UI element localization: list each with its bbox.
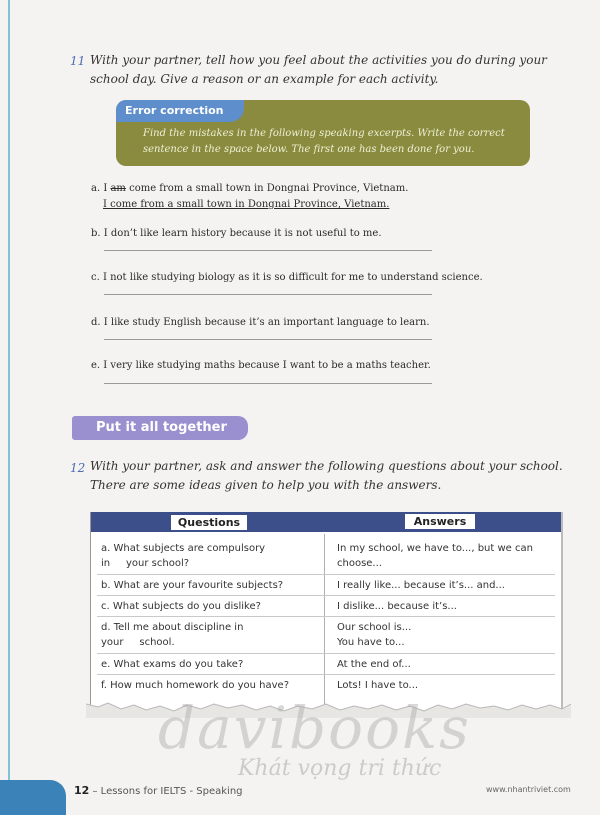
questions-answers-table (90, 512, 561, 712)
question-11-number: 11 (70, 54, 86, 68)
question-12-number: 12 (70, 461, 86, 475)
excerpt-letter: a. (91, 183, 101, 194)
book-title: – Lessons for IELTS - Speaking (89, 786, 243, 797)
answer-line-e[interactable] (104, 383, 432, 384)
publisher-website: www.nhantriviet.com (486, 785, 571, 794)
watermark-brand: davibooks (158, 694, 471, 762)
excerpt-a (91, 181, 451, 197)
excerpt-letter: b. (91, 228, 101, 239)
answer-cell: Our school is... You have to... (337, 622, 412, 648)
excerpt-e (91, 358, 451, 374)
question-cell: c. What subjects do you dislike? (101, 601, 261, 612)
table-header (91, 512, 561, 532)
struck-word: am (110, 183, 126, 194)
excerpt-letter: c. (91, 272, 100, 283)
answer-line-b[interactable] (104, 250, 432, 251)
answer-cell: In my school, we have to..., but we can choose... (337, 543, 533, 569)
answer-cell: I really like... because it’s... and... (337, 580, 505, 591)
question-cell: b. What are your favourite subjects? (101, 580, 284, 591)
excerpt-text-pre: I (103, 183, 111, 194)
questions-header: Questions (171, 515, 247, 530)
page-number: 12 (74, 784, 90, 797)
question-cell: f. How much homework do you have? (101, 680, 290, 691)
excerpt-text: I very like studying maths because I want to be a maths teacher. (103, 360, 431, 371)
answers-header: Answers (405, 514, 475, 529)
excerpt-b (91, 226, 451, 242)
page-margin-rule (8, 0, 10, 815)
error-correction-title: Error correction (116, 100, 244, 122)
answer-line-c[interactable] (104, 294, 432, 295)
excerpt-letter: d. (91, 317, 101, 328)
table-row (97, 575, 555, 596)
question-11-text: With your partner, tell how you feel about the activities you do during your school day. Give a reason or an example for each activity. (90, 53, 547, 86)
page-footer (74, 784, 243, 797)
section-heading: Put it all together (72, 416, 248, 440)
question-cell: d. Tell me about discipline in your school. (101, 622, 244, 648)
excerpt-text: I don’t like learn history because it is not useful to me. (103, 228, 382, 239)
error-correction-instruction: Find the mistakes in the following speaking excerpts. Write the correct sentence in the space below. The first one has been done for you. (143, 128, 505, 155)
excerpt-letter: e. (91, 360, 101, 371)
answer-cell: I dislike... because it’s... (337, 601, 457, 612)
excerpt-text: I not like studying biology as it is so difficult for me to understand science. (102, 272, 483, 283)
question-cell: a. What subjects are compulsory in your school? (101, 543, 266, 569)
table-row (97, 654, 555, 675)
table-row (97, 596, 555, 617)
answer-line-d[interactable] (104, 339, 432, 340)
excerpt-d (91, 315, 451, 331)
footer-tab (0, 780, 66, 815)
table-row (97, 538, 555, 575)
answer-cell: At the end of... (337, 659, 411, 670)
watermark-slogan: Khát vọng tri thức (238, 756, 442, 781)
excerpt-text-post: come from a small town in Dongnai Province, Vietnam. (125, 183, 409, 194)
question-cell: e. What exams do you take? (101, 659, 244, 670)
excerpt-text: I like study English because it’s an important language to learn. (103, 317, 430, 328)
table-row (97, 617, 555, 654)
answer-cell: Lots! I have to... (337, 680, 419, 691)
question-12-text: With your partner, ask and answer the following questions about your school. There are some ideas given to help you with the answers. (90, 459, 563, 492)
excerpt-a-answer (103, 197, 463, 213)
corrected-sentence: I come from a small town in Dongnai Province, Vietnam. (103, 199, 390, 210)
excerpt-c (91, 270, 491, 286)
